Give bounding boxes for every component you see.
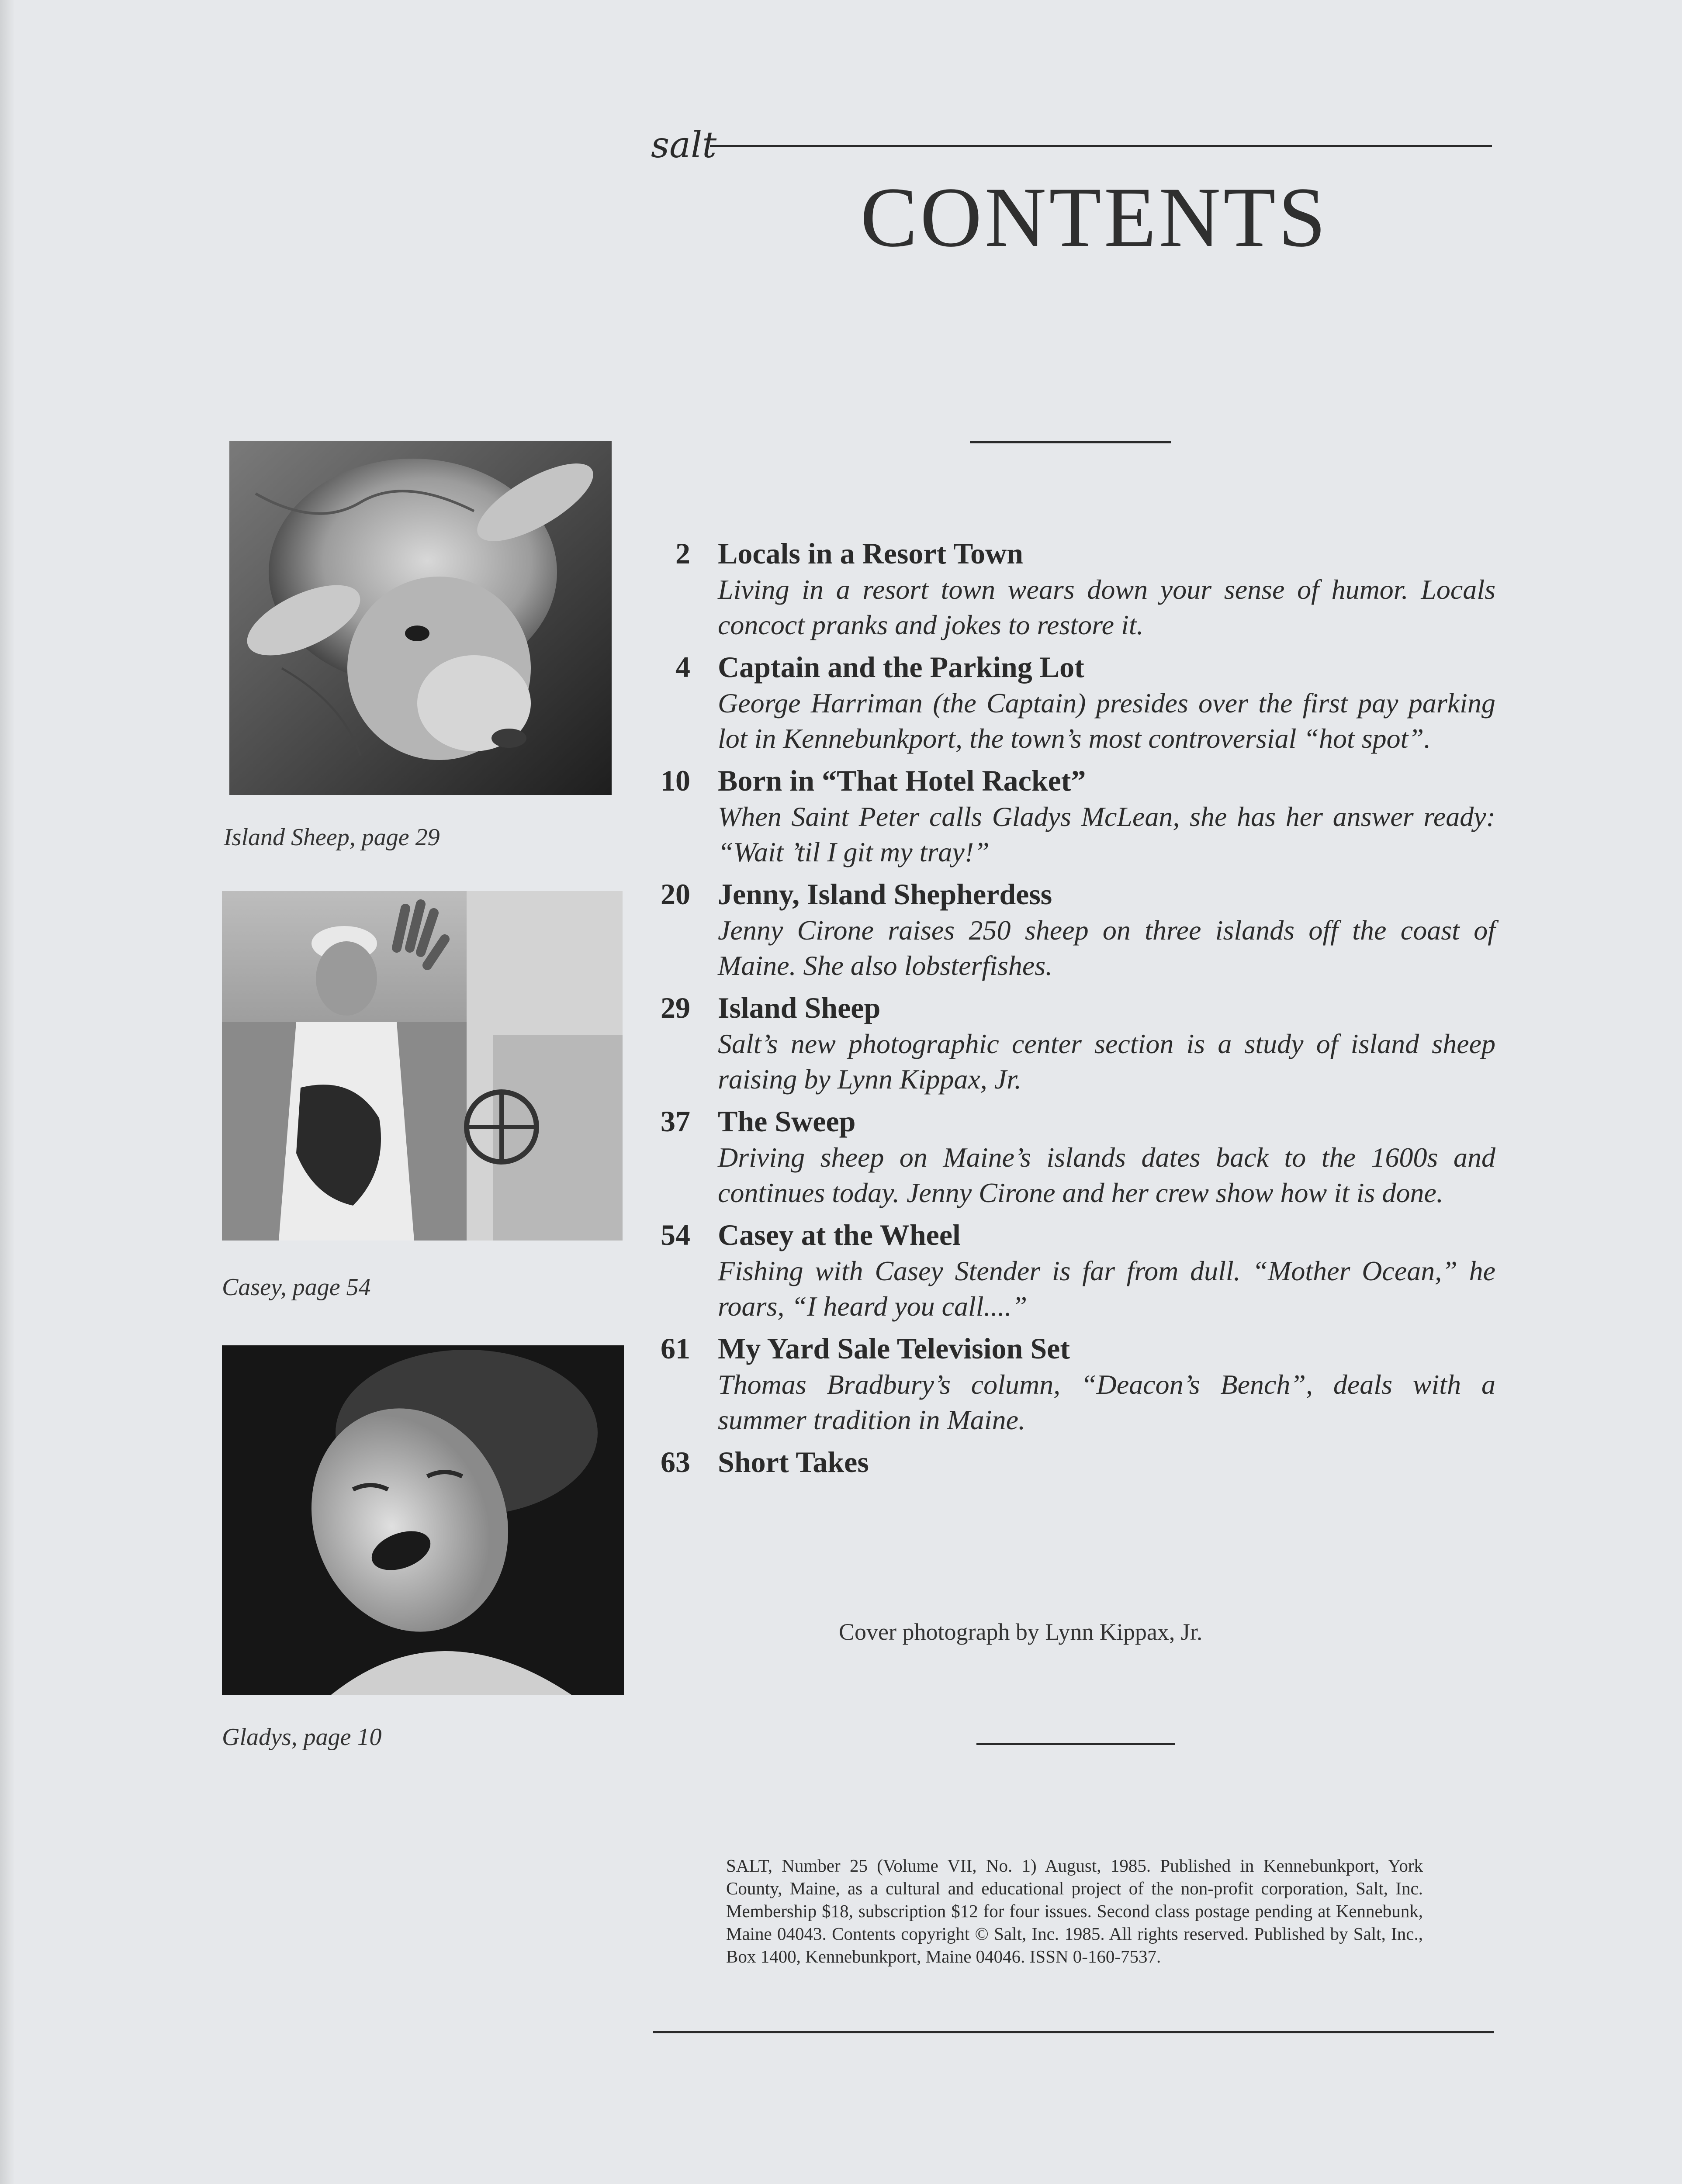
caption-casey: Casey, page 54	[222, 1274, 371, 1301]
toc-description: George Harriman (the Captain) presides over the first pay parking lot in Kennebunkport, the town’s most controversial “hot spot”.	[718, 688, 1495, 754]
toc-description: Living in a resort town wears down your sense of humor. Locals concoct pranks and jokes to restore it.	[718, 574, 1495, 640]
toc-entry[interactable]	[629, 989, 1503, 1097]
caption-island-sheep: Island Sheep, page 29	[224, 824, 440, 851]
toc-title: Captain and the Parking Lot	[718, 650, 1084, 684]
toc-page-number: 4	[675, 650, 690, 684]
toc-title: Jenny, Island Shepherdess	[718, 878, 1052, 911]
toc-title: Born in “That Hotel Racket”	[718, 764, 1086, 797]
toc-entry[interactable]	[629, 1330, 1503, 1438]
photo-island-sheep	[229, 441, 612, 795]
toc-page-number: 20	[661, 878, 690, 911]
toc-title: My Yard Sale Television Set	[718, 1332, 1070, 1365]
toc-entry[interactable]	[629, 762, 1503, 870]
divider-rule	[976, 1743, 1175, 1745]
toc-description: Driving sheep on Maine’s islands dates back to the 1600s and continues today. Jenny Cirone and her crew show how it is done.	[718, 1142, 1495, 1208]
table-of-contents	[629, 535, 1503, 1486]
toc-page-number: 2	[675, 537, 690, 570]
toc-title: Short Takes	[718, 1445, 869, 1479]
toc-page-number: 61	[661, 1332, 690, 1365]
binding-edge	[0, 0, 15, 2184]
toc-entry[interactable]	[629, 1103, 1503, 1210]
toc-page-number: 37	[661, 1105, 690, 1138]
toc-title: The Sweep	[718, 1105, 856, 1138]
toc-entry[interactable]	[629, 1216, 1503, 1324]
page-title: CONTENTS	[860, 170, 1329, 265]
toc-title: Casey at the Wheel	[718, 1218, 961, 1251]
salt-logo: salt	[651, 124, 717, 166]
toc-description: Fishing with Casey Stender is far from dull. “Mother Ocean,” he roars, “I heard you call....”	[718, 1255, 1495, 1322]
toc-description: Salt’s new photographic center section is a study of island sheep raising by Lynn Kippax, Jr.	[718, 1028, 1495, 1095]
colophon: SALT, Number 25 (Volume VII, No. 1) August, 1985. Published in Kennebunkport, York County, Maine, as a cultural and educational project of the non-profit corporation, Salt, Inc. Membership $18, subscription $12 for four issues. Second class postage pending at Kennebunk, Maine 04043. Contents copyright © Salt, Inc. 1985. All rights reserved. Published by Salt, Inc., Box 1400, Kennebunkport, Maine 04046. ISSN 0-160-7537.	[726, 1856, 1423, 1966]
divider-rule	[970, 441, 1171, 443]
photo-gladys	[222, 1345, 624, 1695]
toc-page-number: 10	[661, 764, 690, 797]
toc-entry[interactable]	[629, 535, 1503, 643]
toc-entry[interactable]	[629, 1444, 1503, 1480]
bottom-rule	[653, 2031, 1494, 2033]
toc-title: Island Sheep	[718, 991, 881, 1024]
toc-page-number: 63	[661, 1445, 690, 1479]
toc-description: When Saint Peter calls Gladys McLean, she has her answer ready: “Wait ’til I git my tray!”	[718, 801, 1495, 867]
toc-entry[interactable]	[629, 649, 1503, 756]
masthead-rule	[710, 145, 1492, 147]
toc-title: Locals in a Resort Town	[718, 537, 1023, 570]
toc-page-number: 29	[661, 991, 690, 1024]
toc-description: Thomas Bradbury’s column, “Deacon’s Bench”, deals with a summer tradition in Maine.	[718, 1369, 1495, 1435]
toc-description: Jenny Cirone raises 250 sheep on three islands off the coast of Maine. She also lobsterfishes.	[718, 915, 1495, 981]
cover-credit: Cover photograph by Lynn Kippax, Jr.	[839, 1619, 1203, 1645]
photo-casey	[222, 891, 623, 1241]
toc-entry[interactable]	[629, 876, 1503, 983]
caption-gladys: Gladys, page 10	[222, 1724, 382, 1751]
toc-page-number: 54	[661, 1218, 690, 1251]
